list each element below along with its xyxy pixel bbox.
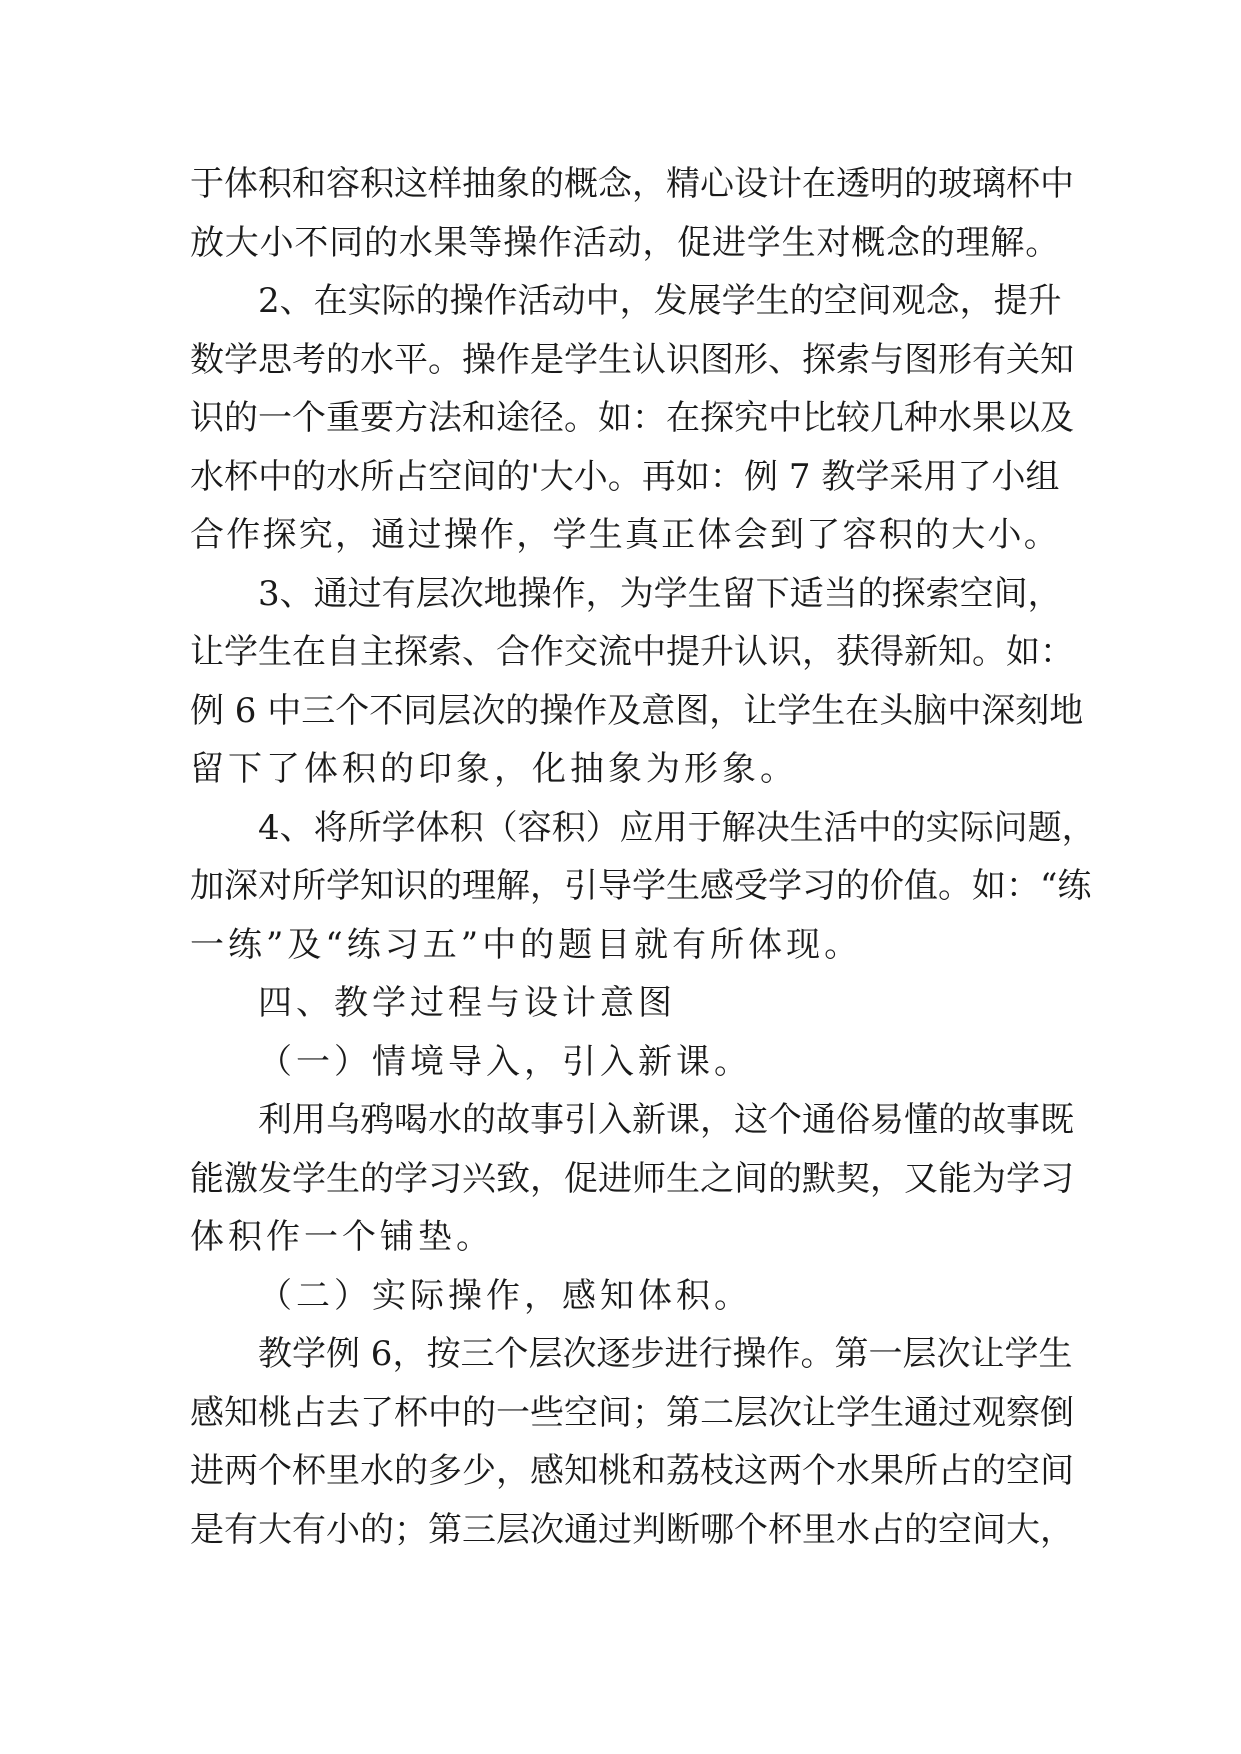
text-line: 感知桃占去了杯中的一些空间；第二层次让学生通过观察倒 [190,1392,1074,1433]
text-line: 4、将所学体积（容积）应用于解决生活中的实际问题， [258,807,1096,848]
text-line: 3、通过有层次地操作，为学生留下适当的探索空间， [258,573,1062,614]
text-line: 例 6 中三个不同层次的操作及意图，让学生在头脑中深刻地 [190,690,1084,731]
text-line: 放大小不同的水果等操作活动，促进学生对概念的理解。 [190,222,1060,263]
body-text [190,155,1096,1559]
text-line: 进两个杯里水的多少，感知桃和荔枝这两个水果所占的空间 [190,1451,1074,1491]
text-line: （二）实际操作，感知体积。 [258,1275,752,1316]
text-line: 识的一个重要方法和途径。如：在探究中比较几种水果以及 [190,398,1074,438]
text-line: 合作探究，通过操作，学生真正体会到了容积的大小。 [190,515,1060,555]
text-line: 教学例 6，按三个层次逐步进行操作。第一层次让学生 [258,1334,1073,1374]
text-line: 2、在实际的操作活动中，发展学生的空间观念，提升 [258,281,1062,321]
text-line: 数学思考的水平。操作是学生认识图形、探索与图形有关知 [190,339,1074,380]
text-line: 让学生在自主探索、合作交流中提升认识，获得新知。如： [190,632,1074,672]
text-line: （一）情境导入，引入新课。 [258,1041,752,1082]
text-line: 四、教学过程与设计意图 [258,983,676,1023]
text-line: 水杯中的水所占空间的'大小。再如：例 7 教学采用了小组 [190,456,1060,497]
text-line: 于体积和容积这样抽象的概念，精心设计在透明的玻璃杯中 [190,164,1074,204]
text-line: 一练”及“练习五”中的题目就有所体现。 [190,924,863,965]
text-line: 加深对所学知识的理解，引导学生感受学习的价值。如：“练 [190,866,1092,906]
text-line: 是有大有小的；第三层次通过判断哪个杯里水占的空间大， [190,1509,1074,1550]
text-line: 体积作一个铺垫。 [190,1217,494,1257]
text-line: 能激发学生的学习兴致，促进师生之间的默契，又能为学习 [190,1158,1074,1199]
text-line: 利用乌鸦喝水的故事引入新课，这个通俗易懂的故事既 [258,1100,1074,1140]
text-line: 留下了体积的印象，化抽象为形象。 [190,749,798,789]
